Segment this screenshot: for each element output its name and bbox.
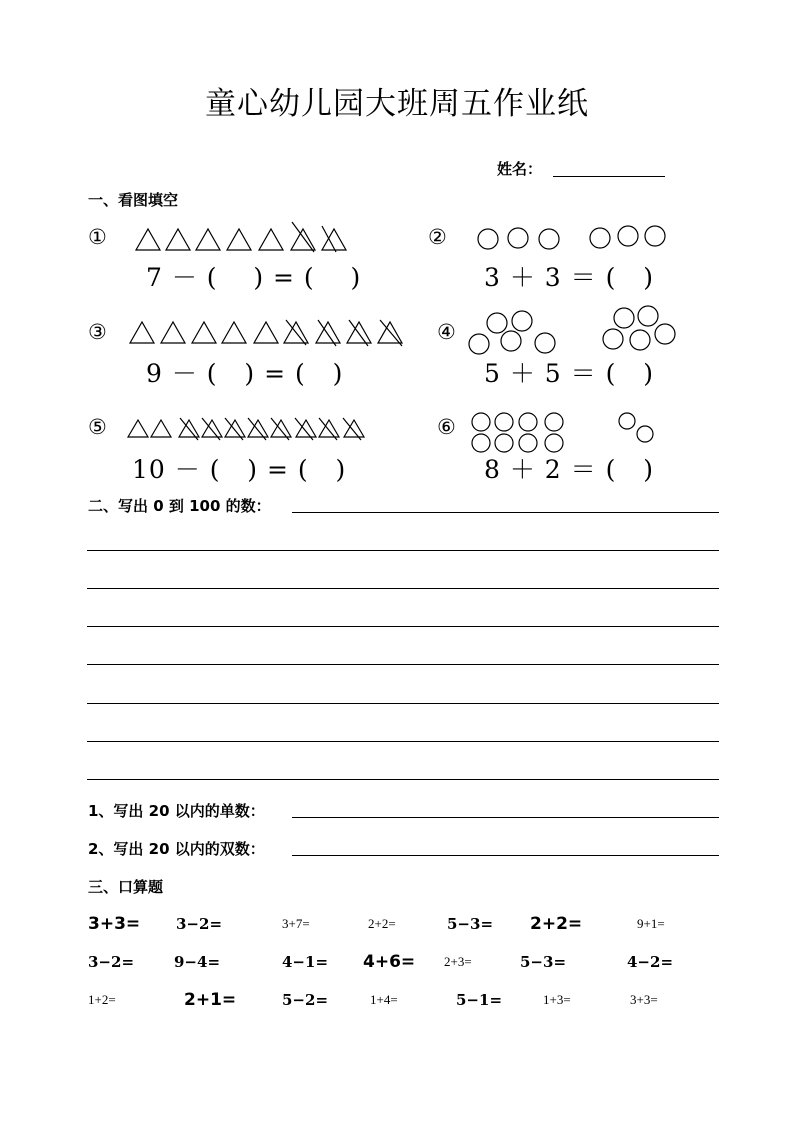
equation-1: 7 － ( ) = ( ) xyxy=(146,263,362,292)
circle-icon xyxy=(512,311,532,331)
calc-item: 4−1= xyxy=(282,953,329,971)
triangle-icon xyxy=(196,229,220,250)
name-label: 姓名： xyxy=(497,160,543,178)
triangle-group-5 xyxy=(128,418,364,440)
circle-icon xyxy=(487,313,507,333)
page-title: 童心幼儿园大班周五作业纸 xyxy=(205,86,589,122)
writing-line[interactable] xyxy=(87,741,719,742)
equation-5: 10 － ( ) = ( ) xyxy=(132,455,347,484)
calc-item: 5−1= xyxy=(456,991,503,1009)
calc-item: 1+4= xyxy=(370,992,398,1007)
triangle-icon xyxy=(130,322,154,343)
triangle-icon xyxy=(254,322,278,343)
calc-item: 4+6= xyxy=(363,952,416,972)
numbers-answer-line[interactable] xyxy=(292,512,719,513)
triangle-icon xyxy=(347,322,371,343)
triangle-group-1 xyxy=(136,222,346,252)
circle-icon xyxy=(614,308,634,328)
calc-item: 3−2= xyxy=(88,953,135,971)
circle-icon xyxy=(469,334,489,354)
circle-icon xyxy=(508,228,528,248)
calc-item: 1+2= xyxy=(88,992,116,1007)
triangle-icon xyxy=(227,229,251,250)
triangle-icon xyxy=(316,322,340,343)
writing-line[interactable] xyxy=(87,550,719,551)
calc-item: 2+2= xyxy=(368,916,396,931)
circle-group-6 xyxy=(472,413,653,452)
circle-icon xyxy=(618,226,638,246)
marker-4: ④ xyxy=(437,320,456,344)
writing-line[interactable] xyxy=(87,588,719,589)
circle-group-4 xyxy=(469,306,675,354)
circle-icon xyxy=(638,306,658,326)
circle-icon xyxy=(495,413,513,431)
triangle-icon xyxy=(161,322,185,343)
circle-icon xyxy=(539,229,559,249)
calc-item: 4−2= xyxy=(627,953,674,971)
calc-item: 3+3= xyxy=(88,914,141,934)
marker-5: ⑤ xyxy=(88,415,107,439)
marker-3: ③ xyxy=(88,320,107,344)
section3-label: 三、口算题 xyxy=(88,878,164,896)
even-numbers-answer-line[interactable] xyxy=(292,855,719,856)
calc-item: 5−3= xyxy=(447,915,494,933)
calc-item: 1+3= xyxy=(543,992,571,1007)
circle-icon xyxy=(535,333,555,353)
even-numbers-question: 2、写出 20 以内的双数： xyxy=(88,840,265,858)
calc-item: 3−2= xyxy=(176,915,223,933)
odd-numbers-question: 1、写出 20 以内的单数： xyxy=(88,802,265,820)
circle-icon xyxy=(630,330,650,350)
circle-icon xyxy=(645,226,665,246)
writing-line[interactable] xyxy=(87,626,719,627)
circle-icon xyxy=(472,434,490,452)
equation-2: 3 ＋ 3 ＝ ( ) xyxy=(484,263,654,292)
circle-icon xyxy=(619,413,635,429)
equation-3: 9 － ( ) = ( ) xyxy=(146,359,344,388)
calc-item: 3+3= xyxy=(630,992,658,1007)
cross-mark xyxy=(292,222,314,252)
triangle-icon xyxy=(192,322,216,343)
circle-icon xyxy=(501,331,521,351)
calc-item: 5−3= xyxy=(520,953,567,971)
triangle-icon xyxy=(291,229,315,250)
circle-icon xyxy=(478,229,498,249)
calc-item: 9−4= xyxy=(174,953,221,971)
circle-icon xyxy=(637,426,653,442)
calc-item: 5−2= xyxy=(282,991,329,1009)
cross-mark xyxy=(286,320,306,345)
triangle-icon xyxy=(166,229,190,250)
triangle-group-3 xyxy=(130,320,402,346)
calc-item: 9+1= xyxy=(637,916,665,931)
circle-icon xyxy=(545,413,563,431)
calc-item: 3+7= xyxy=(282,916,310,931)
circle-icon xyxy=(519,434,537,452)
writing-line[interactable] xyxy=(87,779,719,780)
odd-numbers-answer-line[interactable] xyxy=(292,817,719,818)
writing-line[interactable] xyxy=(87,664,719,665)
circle-icon xyxy=(495,434,513,452)
triangle-icon xyxy=(128,420,148,437)
circle-icon xyxy=(545,434,563,452)
marker-1: ① xyxy=(88,225,107,249)
circle-icon xyxy=(590,228,610,248)
triangle-icon xyxy=(259,229,283,250)
triangle-icon xyxy=(222,322,246,343)
equation-4: 5 ＋ 5 ＝ ( ) xyxy=(484,359,654,388)
triangle-icon xyxy=(136,229,160,250)
section2-label: 二、写出 0 到 100 的数： xyxy=(88,497,271,515)
equation-6: 8 ＋ 2 ＝ ( ) xyxy=(484,455,654,484)
calc-item: 2+1= xyxy=(184,990,237,1010)
circle-icon xyxy=(519,413,537,431)
marker-2: ② xyxy=(428,225,447,249)
triangle-icon xyxy=(151,420,171,437)
section1-label: 一、看图填空 xyxy=(88,191,179,209)
writing-line[interactable] xyxy=(87,703,719,704)
calc-item: 2+3= xyxy=(444,954,472,969)
circle-icon xyxy=(603,329,623,349)
circle-icon xyxy=(655,324,675,344)
circle-icon xyxy=(472,413,490,431)
calc-item: 2+2= xyxy=(530,914,583,934)
marker-6: ⑥ xyxy=(437,415,456,439)
circle-group-2 xyxy=(478,226,665,249)
